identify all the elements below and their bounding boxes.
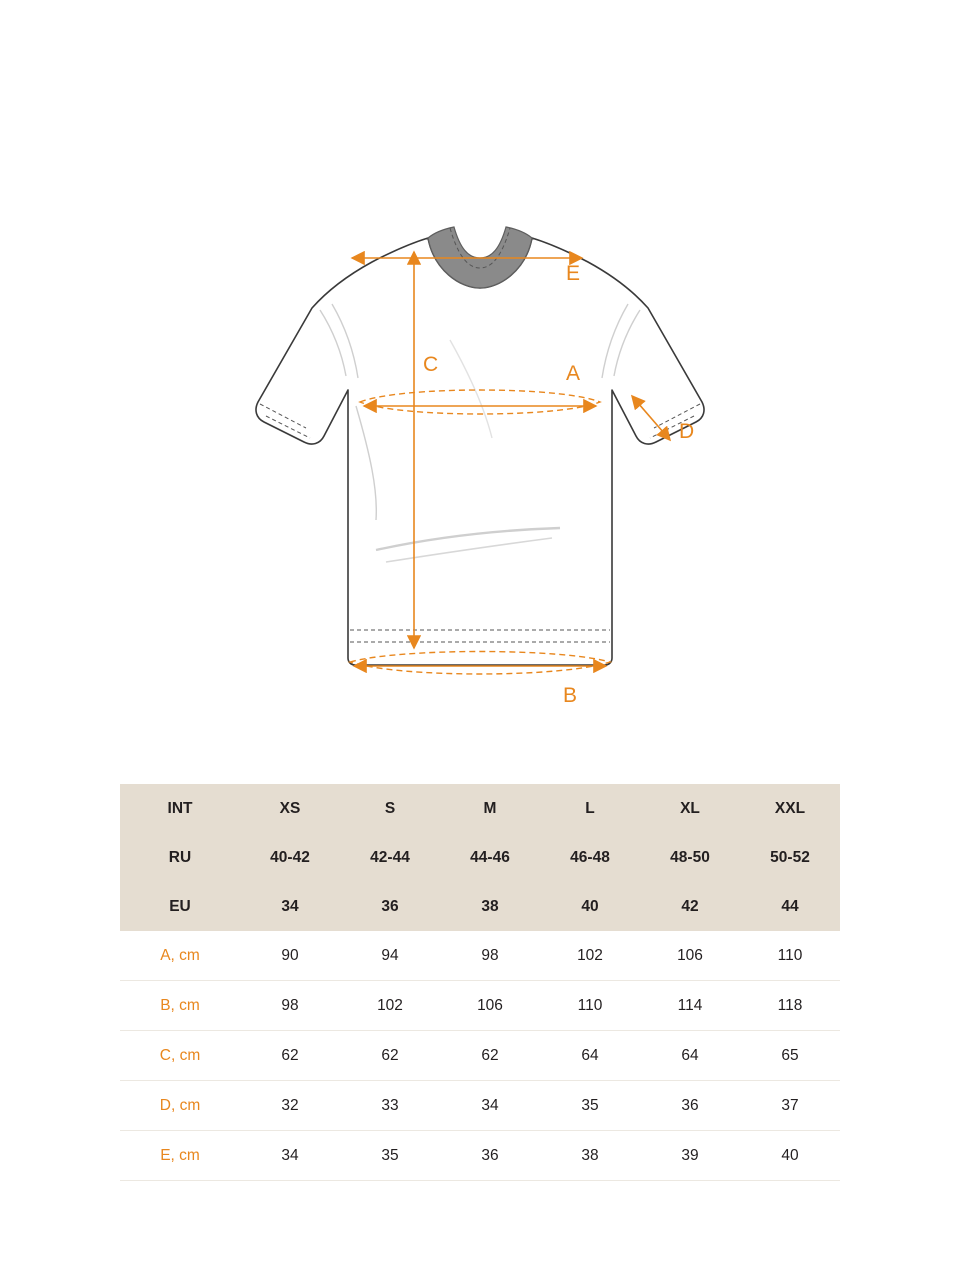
table-row-a xyxy=(120,931,840,981)
cell-b-l: 110 xyxy=(540,981,640,1031)
cell-e-m: 36 xyxy=(440,1131,540,1181)
size-chart-table xyxy=(120,784,840,1181)
cell-c-m: 62 xyxy=(440,1031,540,1081)
shirt-outline xyxy=(256,227,704,665)
table-bottom-divider xyxy=(120,1180,840,1181)
table-row-e xyxy=(120,1131,840,1181)
dimension-label-b: B xyxy=(563,684,578,707)
cell-int-m: M xyxy=(440,784,540,833)
cell-ru-l: 46-48 xyxy=(540,833,640,882)
table-row-ru xyxy=(120,833,840,882)
cell-c-l: 64 xyxy=(540,1031,640,1081)
cell-d-m: 34 xyxy=(440,1081,540,1131)
row-label-eu: EU xyxy=(120,882,240,931)
cell-d-xs: 32 xyxy=(240,1081,340,1131)
cell-b-s: 102 xyxy=(340,981,440,1031)
cell-d-l: 35 xyxy=(540,1081,640,1131)
cell-a-xl: 106 xyxy=(640,931,740,981)
dimension-label-d: D xyxy=(679,420,695,443)
dimension-label-c: C xyxy=(423,353,439,376)
cell-c-xxl: 65 xyxy=(740,1031,840,1081)
cell-c-xs: 62 xyxy=(240,1031,340,1081)
cell-a-xxl: 110 xyxy=(740,931,840,981)
table-row-d xyxy=(120,1081,840,1131)
cell-d-xl: 36 xyxy=(640,1081,740,1131)
cell-int-s: S xyxy=(340,784,440,833)
tshirt-illustration xyxy=(200,190,760,730)
cell-a-xs: 90 xyxy=(240,931,340,981)
table-row-int xyxy=(120,784,840,833)
row-label-c: C, cm xyxy=(120,1031,240,1081)
cell-ru-xl: 48-50 xyxy=(640,833,740,882)
cell-ru-xs: 40-42 xyxy=(240,833,340,882)
cell-eu-xxl: 44 xyxy=(740,882,840,931)
cell-eu-m: 38 xyxy=(440,882,540,931)
cell-int-xs: XS xyxy=(240,784,340,833)
cell-b-m: 106 xyxy=(440,981,540,1031)
table-row-eu xyxy=(120,882,840,931)
row-label-ru: RU xyxy=(120,833,240,882)
dimension-label-e: E xyxy=(566,262,581,285)
cell-ru-xxl: 50-52 xyxy=(740,833,840,882)
cell-int-xxl: XXL xyxy=(740,784,840,833)
cell-e-xs: 34 xyxy=(240,1131,340,1181)
cell-b-xxl: 118 xyxy=(740,981,840,1031)
table-row-c xyxy=(120,1031,840,1081)
cell-d-xxl: 37 xyxy=(740,1081,840,1131)
cell-a-m: 98 xyxy=(440,931,540,981)
cell-a-s: 94 xyxy=(340,931,440,981)
cell-int-l: L xyxy=(540,784,640,833)
cell-b-xl: 114 xyxy=(640,981,740,1031)
cell-ru-m: 44-46 xyxy=(440,833,540,882)
cell-e-xxl: 40 xyxy=(740,1131,840,1181)
row-label-e: E, cm xyxy=(120,1131,240,1181)
cell-e-s: 35 xyxy=(340,1131,440,1181)
cell-c-s: 62 xyxy=(340,1031,440,1081)
row-label-int: INT xyxy=(120,784,240,833)
cell-b-xs: 98 xyxy=(240,981,340,1031)
row-label-a: A, cm xyxy=(120,931,240,981)
cell-eu-s: 36 xyxy=(340,882,440,931)
cell-ru-s: 42-44 xyxy=(340,833,440,882)
cell-eu-l: 40 xyxy=(540,882,640,931)
cell-e-xl: 39 xyxy=(640,1131,740,1181)
dimension-label-a: A xyxy=(566,362,581,385)
table-row-b xyxy=(120,981,840,1031)
cell-d-s: 33 xyxy=(340,1081,440,1131)
row-label-d: D, cm xyxy=(120,1081,240,1131)
cell-a-l: 102 xyxy=(540,931,640,981)
cell-eu-xl: 42 xyxy=(640,882,740,931)
cell-eu-xs: 34 xyxy=(240,882,340,931)
row-label-b: B, cm xyxy=(120,981,240,1031)
cell-int-xl: XL xyxy=(640,784,740,833)
cell-c-xl: 64 xyxy=(640,1031,740,1081)
cell-e-l: 38 xyxy=(540,1131,640,1181)
